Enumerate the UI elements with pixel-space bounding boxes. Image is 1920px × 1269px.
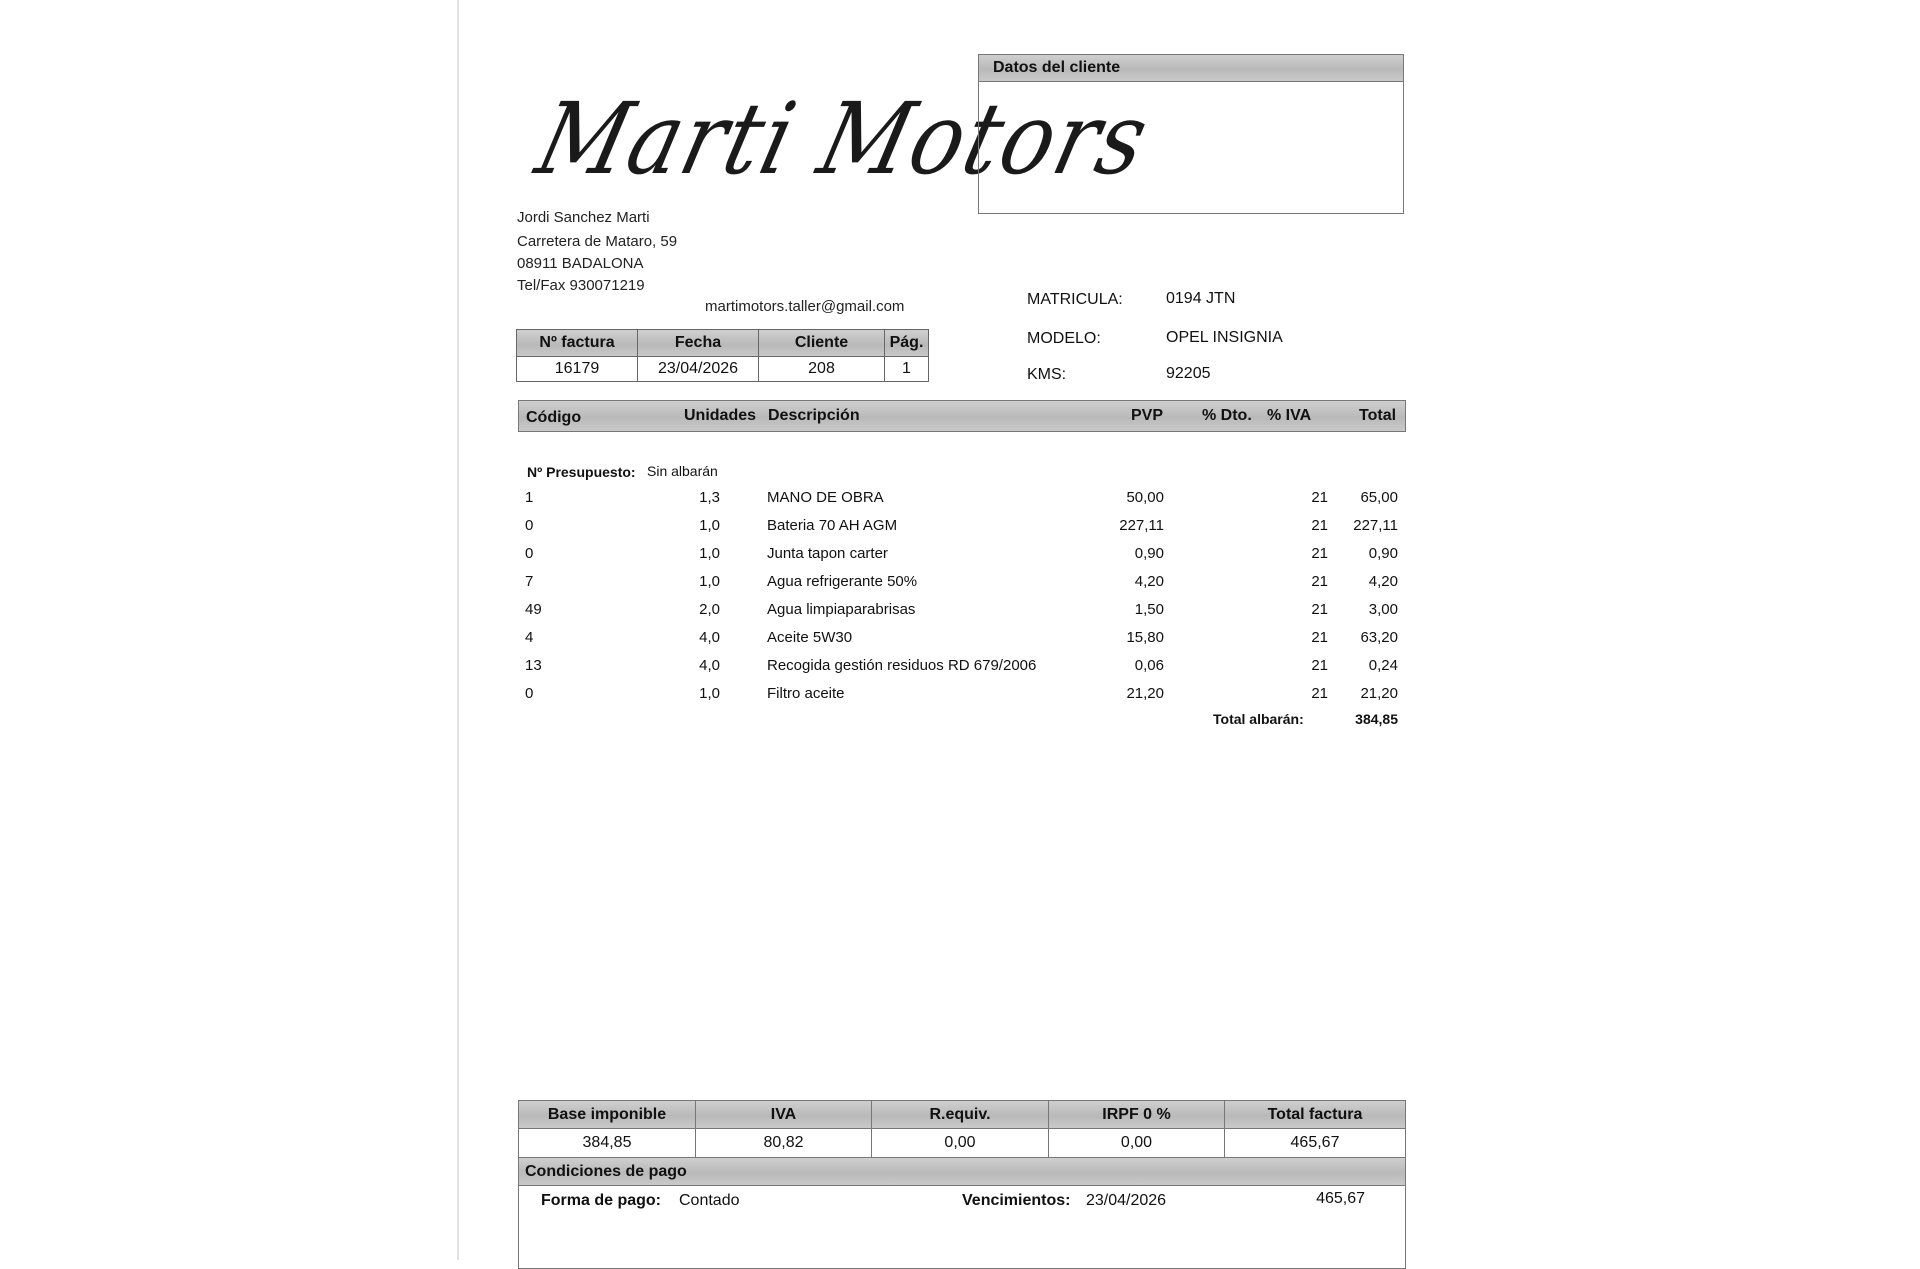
invoice-total-header: Total factura xyxy=(1267,1106,1363,1123)
line-iva: 21 xyxy=(1311,685,1328,702)
client-box-title: Datos del cliente xyxy=(979,55,1403,82)
kms-value: 92205 xyxy=(1166,365,1211,382)
base-value: 384,85 xyxy=(519,1128,696,1157)
line-item-row xyxy=(518,489,1404,511)
line-code: 7 xyxy=(525,573,534,590)
payment-method: Contado xyxy=(679,1192,740,1209)
line-code: 0 xyxy=(525,685,534,702)
totals-header-row xyxy=(519,1101,1405,1128)
line-item-row xyxy=(518,657,1404,679)
line-description: MANO DE OBRA xyxy=(767,489,884,506)
budget-value: Sin albarán xyxy=(647,463,718,479)
iva-total-value: 80,82 xyxy=(696,1128,872,1157)
requiv-value: 0,00 xyxy=(872,1128,1049,1157)
pvp-header: PVP xyxy=(1131,407,1164,424)
line-total: 63,20 xyxy=(1360,629,1398,646)
line-item-row xyxy=(518,517,1404,539)
total-header: Total xyxy=(1359,407,1397,424)
line-description: Agua refrigerante 50% xyxy=(767,573,918,590)
line-pvp: 0,06 xyxy=(1134,657,1164,674)
line-pvp: 21,20 xyxy=(1126,685,1164,702)
line-units: 1,0 xyxy=(699,545,720,562)
line-item-row xyxy=(518,545,1404,567)
requiv-header: R.equiv. xyxy=(872,1101,1049,1128)
budget-label: Nº Presupuesto: xyxy=(527,464,636,480)
line-description: Filtro aceite xyxy=(767,685,845,702)
company-email: martimotors.taller@gmail.com xyxy=(705,298,905,315)
lines-header xyxy=(518,400,1406,432)
line-code: 49 xyxy=(525,601,542,618)
model-value: OPEL INSIGNIA xyxy=(1166,329,1283,346)
discount-header: % Dto. xyxy=(1202,407,1252,424)
code-header: Código xyxy=(526,409,582,426)
line-iva: 21 xyxy=(1311,489,1328,506)
invoice-client-header: Cliente xyxy=(759,330,885,357)
line-iva: 21 xyxy=(1311,657,1328,674)
invoice-number: 16179 xyxy=(517,357,638,382)
iva-header: % IVA xyxy=(1267,407,1312,424)
description-header: Descripción xyxy=(768,407,860,424)
iva-total-header: IVA xyxy=(696,1101,872,1128)
line-code: 0 xyxy=(525,545,534,562)
albaran-total-line xyxy=(518,711,1404,733)
line-total: 227,11 xyxy=(1353,517,1398,534)
invoice-date: 23/04/2026 xyxy=(638,357,759,382)
invoice-meta-table xyxy=(516,329,929,382)
invoice-page-header: Pág. xyxy=(885,330,929,357)
plate-label: MATRICULA: xyxy=(1027,291,1123,308)
totals-value-row xyxy=(519,1128,1405,1157)
line-description: Aceite 5W30 xyxy=(767,629,853,646)
company-phone: Tel/Fax 930071219 xyxy=(517,277,645,294)
line-total: 21,20 xyxy=(1360,685,1398,702)
albaran-total-value: 384,85 xyxy=(1355,711,1398,727)
line-total: 3,00 xyxy=(1368,601,1398,618)
line-code: 13 xyxy=(525,657,542,674)
line-iva: 21 xyxy=(1311,517,1328,534)
invoice-number-header: Nº factura xyxy=(517,330,638,357)
invoice-client-id: 208 xyxy=(759,357,885,382)
line-iva: 21 xyxy=(1311,573,1328,590)
payment-conditions-title: Condiciones de pago xyxy=(519,1157,1405,1185)
base-header: Base imponible xyxy=(519,1101,696,1128)
due-label: Vencimientos: xyxy=(962,1192,1071,1209)
line-units: 1,0 xyxy=(699,573,720,590)
due-amount: 465,67 xyxy=(1316,1190,1365,1207)
line-pvp: 4,20 xyxy=(1134,573,1164,590)
totals-box xyxy=(518,1100,1406,1269)
line-pvp: 1,50 xyxy=(1134,601,1164,618)
line-description: Bateria 70 AH AGM xyxy=(767,517,898,534)
company-city: 08911 BADALONA xyxy=(517,255,644,272)
line-item-row xyxy=(518,573,1404,595)
plate-value: 0194 JTN xyxy=(1166,290,1236,307)
irpf-value: 0,00 xyxy=(1049,1128,1225,1157)
company-street: Carretera de Mataro, 59 xyxy=(517,233,678,250)
line-iva: 21 xyxy=(1311,629,1328,646)
line-pvp: 15,80 xyxy=(1126,629,1164,646)
line-item-row xyxy=(518,601,1404,623)
line-units: 2,0 xyxy=(699,601,720,618)
line-iva: 21 xyxy=(1311,545,1328,562)
line-total: 0,90 xyxy=(1368,545,1398,562)
line-total: 65,00 xyxy=(1360,489,1398,506)
line-iva: 21 xyxy=(1311,601,1328,618)
invoice-total-value: 465,67 xyxy=(1225,1128,1405,1157)
line-units: 1,0 xyxy=(699,517,720,534)
line-code: 1 xyxy=(525,489,534,506)
company-owner: Jordi Sanchez Marti xyxy=(517,209,650,226)
line-item-row xyxy=(518,629,1404,651)
albaran-total-label: Total albarán: xyxy=(1213,711,1304,727)
line-item-row xyxy=(518,685,1404,707)
line-units: 1,3 xyxy=(699,489,720,506)
budget-line xyxy=(518,463,1404,485)
payment-method-label: Forma de pago: xyxy=(541,1192,662,1209)
line-description: Junta tapon carter xyxy=(767,545,888,562)
line-pvp: 227,11 xyxy=(1119,517,1164,534)
kms-label: KMS: xyxy=(1027,366,1067,383)
client-data-box xyxy=(978,54,1404,214)
page-left-edge xyxy=(457,0,459,1260)
line-total: 0,24 xyxy=(1368,657,1398,674)
line-units: 4,0 xyxy=(699,657,720,674)
due-date: 23/04/2026 xyxy=(1086,1192,1167,1209)
units-header: Unidades xyxy=(684,407,757,424)
line-units: 1,0 xyxy=(699,685,720,702)
line-total: 4,20 xyxy=(1368,573,1398,590)
invoice-date-header: Fecha xyxy=(638,330,759,357)
line-description: Recogida gestión residuos RD 679/2006 xyxy=(767,657,1037,674)
line-description: Agua limpiaparabrisas xyxy=(767,601,916,618)
line-pvp: 50,00 xyxy=(1126,489,1164,506)
irpf-header: IRPF 0 % xyxy=(1049,1101,1225,1128)
company-logo: Marti Motors xyxy=(526,82,1161,197)
invoice-page: 1 xyxy=(885,357,929,382)
line-code: 0 xyxy=(525,517,534,534)
line-code: 4 xyxy=(525,629,534,646)
model-label: MODELO: xyxy=(1027,330,1101,347)
line-pvp: 0,90 xyxy=(1134,545,1164,562)
line-units: 4,0 xyxy=(699,629,720,646)
payment-conditions-body xyxy=(519,1185,1405,1268)
